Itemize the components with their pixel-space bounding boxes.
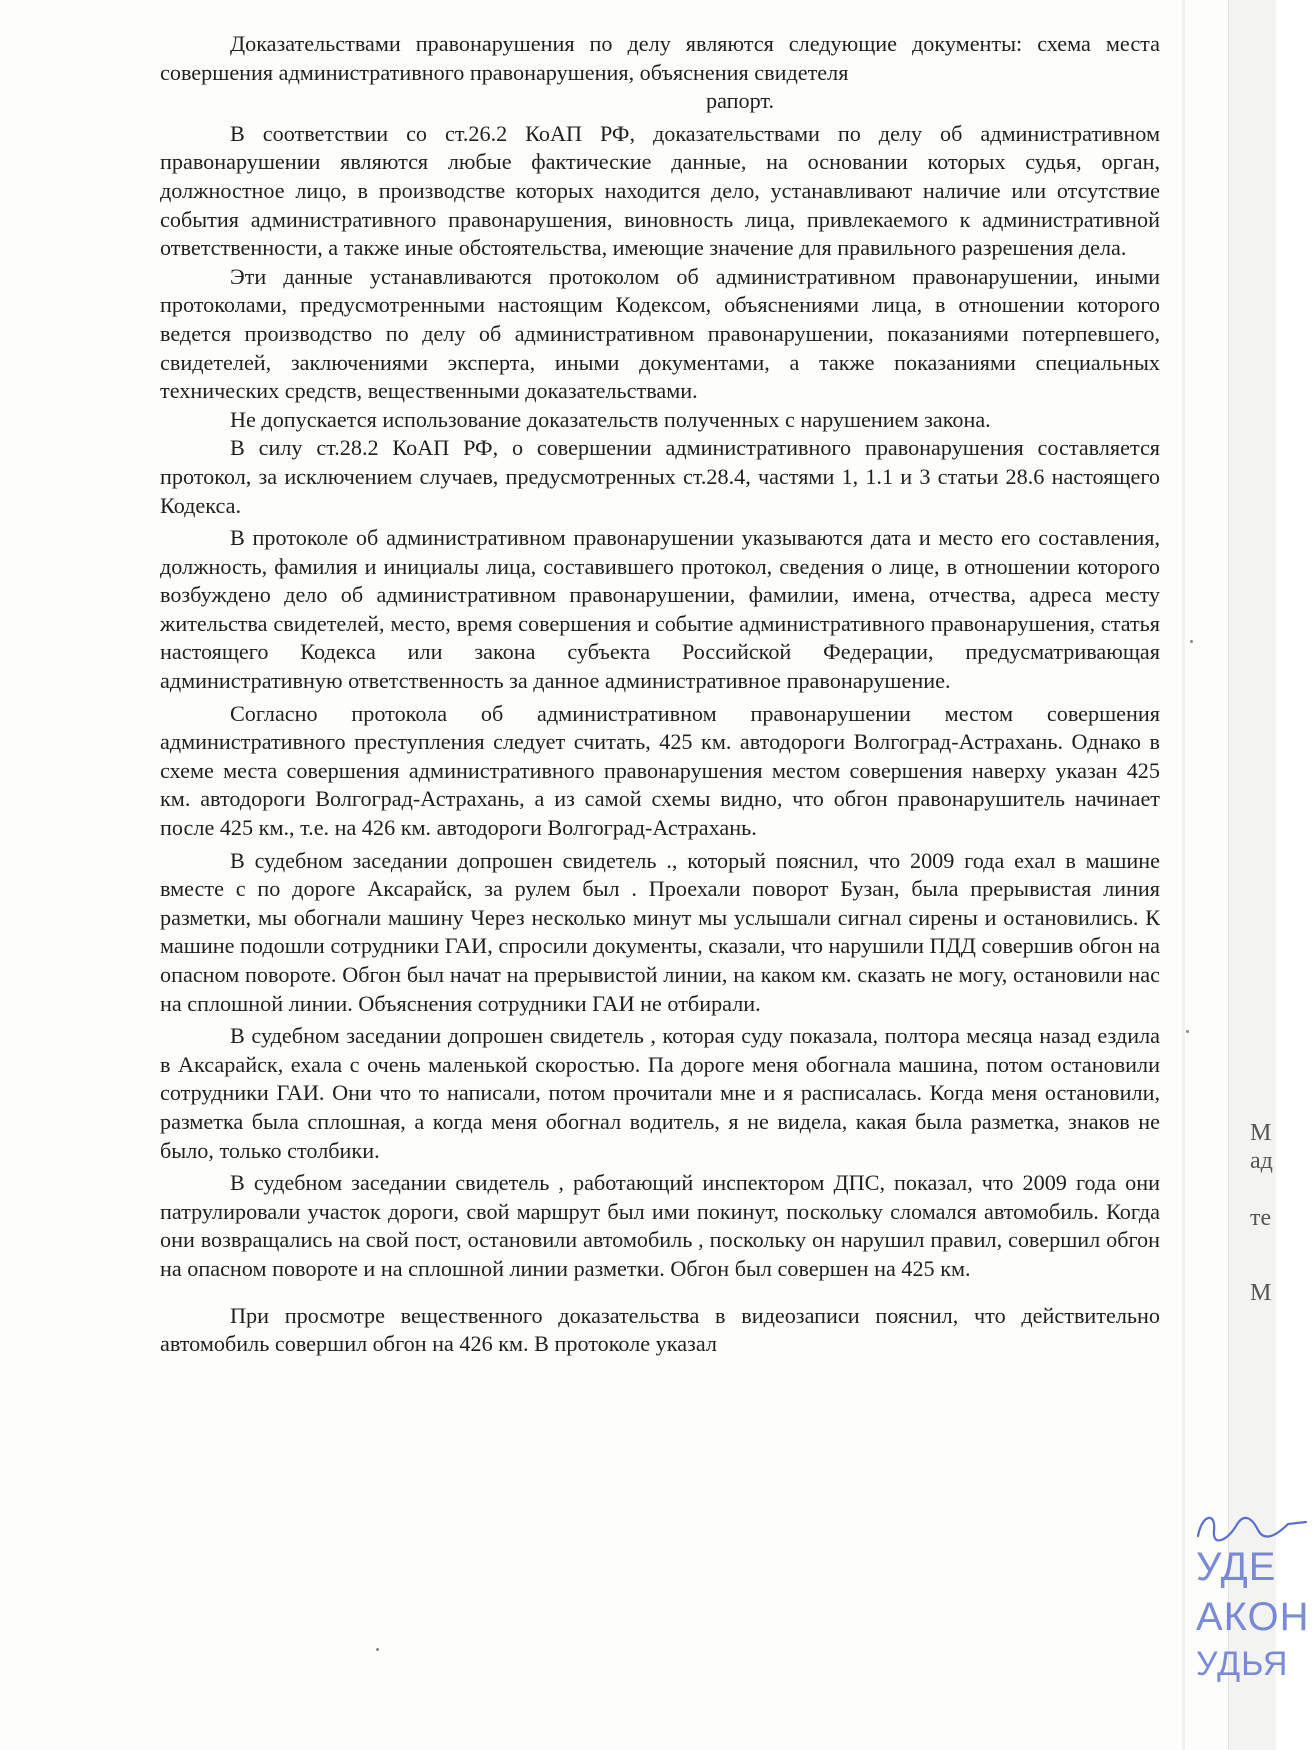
paragraph-protocol-contents: В протоколе об административном правонарушении указываются дата и место его составления, должность, фамилия и инициалы лица, составившего протокол, сведения о лице, в отношении которого возбуждено дело об административном правонарушении, фамилии, имена, отчества, адреса месту жительства свидетелей, место, время совершения и событие административного правонарушения, статья настоящего Кодекса или закона субъекта Российской Федерации, предусматривающая административную ответственность за данное административное правонарушение. — [160, 525, 1160, 694]
scan-speck — [1190, 640, 1193, 643]
scan-speck — [1186, 1030, 1189, 1033]
paragraph-witness-inspector: В судебном заседании свидетель , работающий инспектором ДПС, показал, что 2009 года они патрулировали участок дороги, свой маршрут был ими покинут, поскольку сломался автомобиль. Когда они возвращались на свой пост, остановили автомобиль , поскольку он нарушил правил, совершил обгон на опасном повороте и на сплошной линии разметки. Обгон был совершен на 425 км. — [160, 1170, 1160, 1281]
paragraph-witness-1: В судебном заседании допрошен свидетель ., который пояснил, что 2009 года ехал в машине вместе с по дороге Аксарайск, за рулем был . Проехали поворот Бузан, была прерывистая линия разметки, мы обогнали машину Через несколько минут мы услышали сигнал сирены и остановились. К машине подошли сотрудники ГАИ, спросили документы, сказали, что нарушили ПДД совершив обгон на опасном повороте. Обгон был начат на прерывистой линии, на каком км. сказать не могу, остановили нас на сплошной линии. Объяснения сотрудники ГАИ не отбирали. — [160, 847, 1160, 1016]
paragraph-article-26-2: В соответствии со ст.26.2 КоАП РФ, доказательствами по делу об административном правонарушении являются любые фактические данные, на основании которых судья, орган, должностное лицо, в производстве которых находится дело, устанавливают наличие или отсутствие события административного правонарушения, виновность лица, привлекаемого к административной ответственности, а также иные обстоятельства, имеющие значение для правильного разрешения дела. — [160, 120, 1160, 261]
paragraph-location: Согласно протокола об административном правонарушении местом совершения административного преступления следует считать, 425 км. автодороги Волгоград-Астрахань. Однако в схеме места совершения административного правонарушения местом совершения наверху указан 425 км. автодороги Волгоград-Астрахань, а из самой схемы видно, что обгон правонарушитель начинает после 425 км., т.е. на 426 км. автодороги Волгоград-Астрахань. — [160, 700, 1160, 841]
paragraph-evidence-list: Доказательствами правонарушения по делу являются следующие документы: схема места совершения административного правонарушения, объяснения свидетеля — [160, 31, 1160, 85]
page-fold-shadow — [1182, 0, 1185, 1750]
margin-fragment: М — [1250, 1280, 1272, 1306]
paragraph-article-28-2: В силу ст.28.2 КоАП РФ, о совершении административного правонарушения составляется протокол, за исключением случаев, предусмотренных ст.28.4, частями 1, 1.1 и 3 статьи 28.6 настоящего Кодекса. — [160, 435, 1160, 518]
stamp-fragment: АКОН — [1196, 1595, 1310, 1639]
paragraph-video-evidence: При просмотре вещественного доказательства в видеозаписи пояснил, что действительно автомобиль совершил обгон на 426 км. В протоколе указал — [160, 1302, 1160, 1357]
document-body — [160, 30, 1160, 1359]
stamp-fragment: УДЕ — [1196, 1545, 1277, 1589]
signature-mark — [1192, 1500, 1312, 1550]
adjacent-page-edge — [1228, 0, 1276, 1750]
margin-fragment: М — [1250, 1120, 1272, 1146]
margin-fragment: ад — [1250, 1148, 1273, 1174]
paragraph-report: рапорт. — [706, 88, 774, 114]
paragraph-inadmissible: Не допускается использование доказательств полученных с нарушением закона. — [230, 406, 991, 432]
stamp-fragment: УДЬЯ — [1196, 1645, 1289, 1683]
paragraph-witness-2: В судебном заседании допрошен свидетель , которая суду показала, полтора месяца назад ездила в Аксарайск, ехала с очень маленькой скоростью. Па дороге меня обогнала машина, потом остановили сотрудники ГАИ. Они что то написали, потом прочитали мне и я расписалась. Когда меня остановили, разметка была сплошная, а когда меня обогнал водитель, я не видела, какая была разметка, знаков не было, только столбики. — [160, 1023, 1160, 1163]
paragraph-data-sources: Эти данные устанавливаются протоколом об административном правонарушении, иными протоколами, предусмотренными настоящим Кодексом, объяснениями лица, в отношении которого ведется производство по делу об административном правонарушении, показаниями потерпевшего, свидетелей, заключениями эксперта, иными документами, а также показаниями специальных технических средств, вещественными доказательствами. — [160, 263, 1160, 404]
scan-speck — [376, 1648, 379, 1651]
margin-fragment: те — [1250, 1205, 1272, 1231]
